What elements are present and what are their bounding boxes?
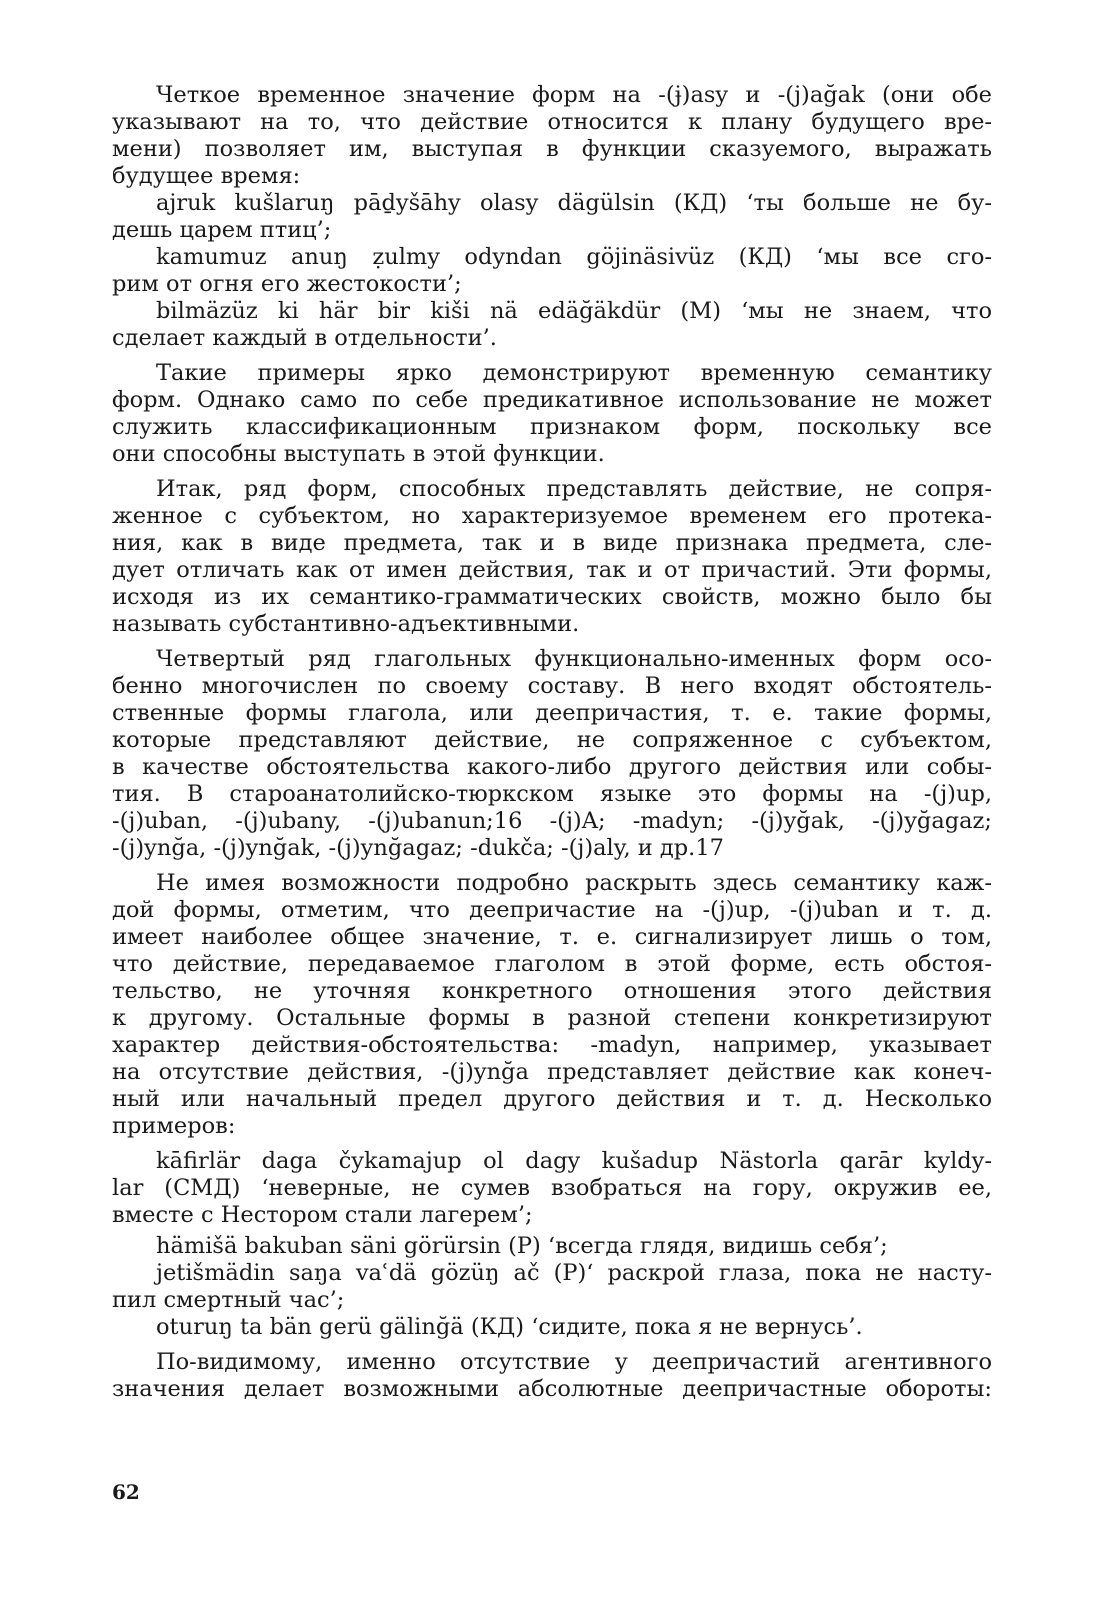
text-line: По-видимому, именно отсутствие у деепричастий агентивного — [156, 1349, 992, 1375]
text-line: тия. В староанатолийско-тюркском языке это формы на -(j)up, — [112, 781, 992, 807]
text-line: bilmäzüz ki här bir kiši nä edäğäkdür (М) ‘мы не знаем, что — [156, 298, 992, 324]
text-line: характер действия-обстоятельства: -madyn, например, указывает — [112, 1032, 992, 1058]
text-line: дешь царем птиц’; — [112, 217, 332, 243]
text-line: имеет наиболее общее значение, т. е. сигнализирует лишь о том, — [112, 924, 992, 950]
text-line: -(j)ynğa, -(j)ynğak, -(j)ynğagaz; -dukča; -(j)aly, и др.17 — [112, 835, 724, 861]
text-line: дой формы, отметим, что деепричастие на -(j)up, -(j)uban и т. д. — [112, 897, 992, 923]
text-line: дует отличать как от имен действия, так и от причастий. Эти формы, — [112, 557, 992, 583]
page-number: 62 — [112, 1480, 140, 1504]
text-line: kāfirlär daga čykamajup ol dagy kušadup Nästorla qarār kyldy- — [156, 1148, 992, 1174]
text-line: бенно многочислен по своему составу. В него входят обстоятель- — [112, 673, 992, 699]
text-line: ajruk kušlaruŋ pāḏyšāhy olasy dägülsin (КД) ‘ты больше не бу- — [156, 190, 992, 216]
text-line: к другому. Остальные формы в разной степени конкретизируют — [112, 1005, 992, 1031]
text-line: они способны выступать в этой функции. — [112, 441, 605, 467]
text-line: будущее время: — [112, 163, 301, 189]
text-line: ния, как в виде предмета, так и в виде признака предмета, сле- — [112, 530, 992, 556]
text-line: в качестве обстоятельства какого-либо другого действия или собы- — [112, 754, 992, 780]
text-line: jetišmädin saŋa vaʿdä gözüŋ ač (Р)‘ раскрой глаза, пока не насту- — [156, 1260, 992, 1286]
text-line: lar (СМД) ‘неверные, не сумев взобраться на гору, окружив ее, — [112, 1175, 992, 1201]
text-line: oturuŋ ta bän gerü gälinğä (КД) ‘сидите, пока я не вернусь’. — [156, 1314, 863, 1340]
text-line: тельство, не уточняя конкретного отношения этого действия — [112, 978, 992, 1004]
paragraph — [112, 646, 992, 862]
text-line: kamumuz anuŋ ẓulmy odyndan göjinäsivüz (КД) ‘мы все сго- — [156, 244, 992, 270]
text-line: Четкое временное значение форм на -(ɉ)asy и -(j)ağak (они обе — [156, 82, 992, 108]
text-line: форм. Однако само по себе предикативное использование не может — [112, 387, 992, 413]
paragraph — [112, 476, 992, 638]
text-line: служить классификационным признаком форм, поскольку все — [112, 414, 992, 440]
text-line: которые представляют действие, не сопряженное с субъектом, — [112, 727, 992, 753]
example — [112, 1314, 992, 1341]
page-body — [112, 82, 992, 1403]
text-line: Не имея возможности подробно раскрыть здесь семантику каж- — [156, 870, 992, 896]
paragraph — [112, 870, 992, 1140]
example — [112, 1260, 992, 1314]
text-line: hämišä bakuban säni görürsin (Р) ‘всегда глядя, видишь себя’; — [156, 1233, 888, 1259]
text-line: значения делает возможными абсолютные деепричастные обороты: — [112, 1376, 992, 1402]
text-line: ный или начальный предел другого действия и т. д. Несколько — [112, 1086, 992, 1112]
paragraph — [112, 1349, 992, 1403]
text-line: что действие, передаваемое глаголом в этой форме, есть обстоя- — [112, 951, 992, 977]
example — [112, 190, 992, 244]
text-line: Такие примеры ярко демонстрируют временную семантику — [156, 360, 992, 386]
example — [112, 298, 992, 352]
example — [112, 244, 992, 298]
text-line: ственные формы глагола, или деепричастия, т. е. такие формы, — [112, 700, 992, 726]
paragraph — [112, 360, 992, 468]
text-line: мени) позволяет им, выступая в функции сказуемого, выражать — [112, 136, 992, 162]
text-line: указывают на то, что действие относится к плану будущего вре- — [112, 109, 992, 135]
text-line: примеров: — [112, 1113, 236, 1139]
text-line: сделает каждый в отдельности’. — [112, 325, 497, 351]
text-line: называть субстантивно-адъективными. — [112, 611, 580, 637]
text-line: пил смертный час’; — [112, 1287, 345, 1313]
example — [112, 1233, 992, 1260]
text-line: исходя из их семантико-грамматических свойств, можно было бы — [112, 584, 992, 610]
text-line: рим от огня его жестокости’; — [112, 271, 462, 297]
text-line: -(j)uban, -(j)ubany, -(j)ubanun;16 -(j)A; -madyn; -(j)yğak, -(j)yğagaz; — [112, 808, 992, 834]
text-line: Итак, ряд форм, способных представлять действие, не сопря- — [156, 476, 992, 502]
paragraph — [112, 82, 992, 190]
text-line: Четвертый ряд глагольных функционально-именных форм осо- — [156, 646, 992, 672]
text-line: на отсутствие действия, -(j)ynğa представляет действие как конеч- — [112, 1059, 992, 1085]
text-line: женное с субъектом, но характеризуемое временем его протека- — [112, 503, 992, 529]
example — [112, 1148, 992, 1229]
text-line: вместе с Нестором стали лагерем’; — [112, 1202, 533, 1228]
